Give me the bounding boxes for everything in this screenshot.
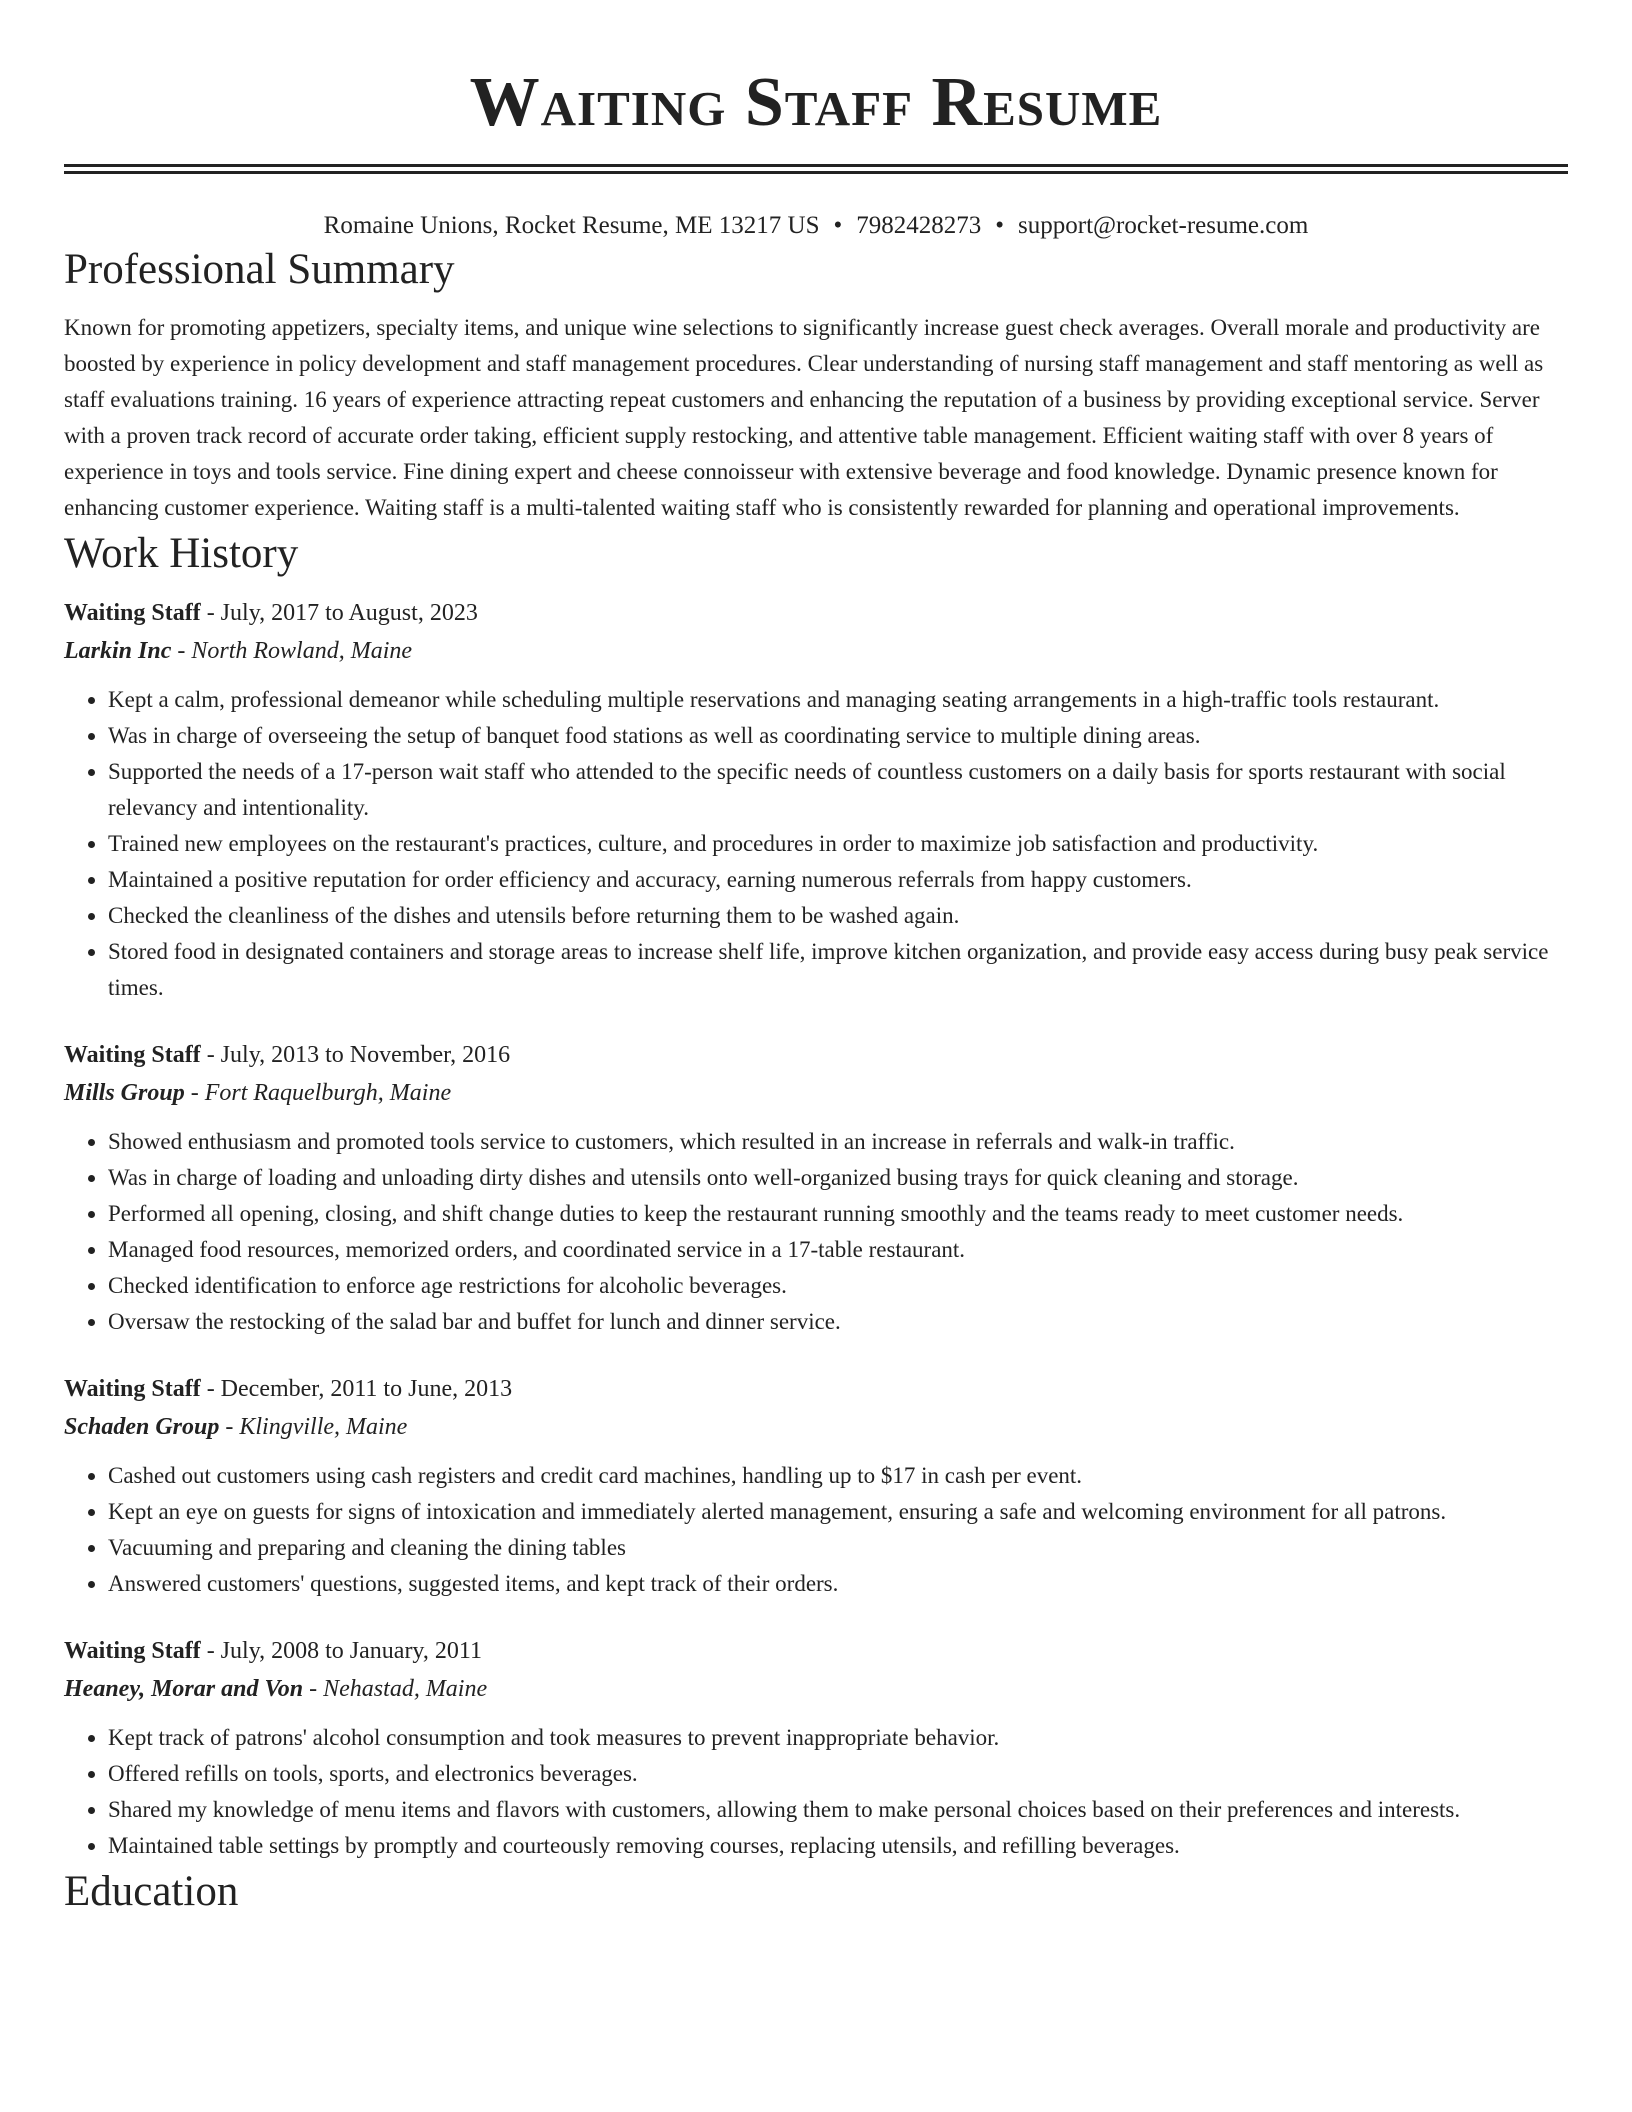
page-title: Waiting Staff Resume — [469, 64, 1163, 141]
duty-item: • Managed food resources, memorized orders, and coordinated service in a 17-table restaurant. — [108, 1232, 1568, 1268]
contact-separator: • — [833, 212, 843, 239]
company-location: - Nehastad, Maine — [303, 1676, 488, 1702]
duty-item: • Answered customers' questions, suggested items, and kept track of their orders. — [108, 1566, 1568, 1602]
job-title-line — [64, 1370, 1568, 1408]
job-dates: - July, 2017 to August, 2023 — [200, 600, 478, 626]
company-name: Schaden Group — [64, 1414, 220, 1440]
job-title-line — [64, 1632, 1568, 1670]
job-entry — [64, 594, 1568, 1006]
job-entry — [64, 1036, 1568, 1340]
duty-item: • Cashed out customers using cash registers and credit card machines, handling up to $17 in cash per event. — [108, 1458, 1568, 1494]
job-title-line — [64, 1036, 1568, 1074]
duty-item: • Shared my knowledge of menu items and flavors with customers, allowing them to make personal choices based on their preferences and interests. — [108, 1792, 1568, 1828]
duty-item: • Offered refills on tools, sports, and electronics beverages. — [108, 1756, 1568, 1792]
duties-list — [64, 1124, 1568, 1340]
job-title: Waiting Staff — [64, 600, 201, 626]
company-name: Mills Group — [64, 1080, 185, 1106]
work-history-heading: Work History — [64, 530, 299, 577]
job-dates: - December, 2011 to June, 2013 — [200, 1376, 513, 1402]
summary-heading: Professional Summary — [64, 246, 455, 293]
company-line — [64, 1670, 1568, 1708]
company-location: - North Rowland, Maine — [171, 638, 413, 664]
contact-line — [64, 210, 1568, 242]
job-entry — [64, 1632, 1568, 1864]
duty-item: • Oversaw the restocking of the salad bar and buffet for lunch and dinner service. — [108, 1304, 1568, 1340]
duty-item: • Maintained a positive reputation for order efficiency and accuracy, earning numerous referrals from happy customers. — [108, 862, 1568, 898]
contact-separator: • — [995, 212, 1005, 239]
job-title-line — [64, 594, 1568, 632]
job-title: Waiting Staff — [64, 1638, 201, 1664]
company-line — [64, 632, 1568, 670]
duty-item: • Checked the cleanliness of the dishes and utensils before returning them to be washed again. — [108, 898, 1568, 934]
job-dates: - July, 2008 to January, 2011 — [200, 1638, 482, 1664]
duty-item: • Vacuuming and preparing and cleaning the dining tables — [108, 1530, 1568, 1566]
company-location: - Fort Raquelburgh, Maine — [184, 1080, 452, 1106]
duty-item: • Trained new employees on the restaurant's practices, culture, and procedures in order to maximize job satisfaction and productivity. — [108, 826, 1568, 862]
contact-email: support@rocket-resume.com — [1018, 212, 1309, 239]
job-dates: - July, 2013 to November, 2016 — [200, 1042, 511, 1068]
title-divider — [64, 164, 1568, 174]
education-heading: Education — [64, 1868, 239, 1915]
duty-item: • Supported the needs of a 17-person wait staff who attended to the specific needs of countless customers on a daily basis for sports restaurant with social relevancy and intentionality. — [108, 754, 1568, 826]
summary-text: Known for promoting appetizers, specialty items, and unique wine selections to significantly increase guest check averages. Overall morale and productivity are boosted by experience in policy development and staff management procedures. Clear understanding of nursing staff management and staff mentoring as well as staff evaluations training. 16 years of experience attracting repeat customers and enhancing the reputation of a business by providing exceptional service. Server with a proven track record of accurate order taking, efficient supply restocking, and attentive table management. Efficient waiting staff with over 8 years of experience in toys and tools service. Fine dining expert and cheese connoisseur with extensive beverage and food knowledge. Dynamic presence known for enhancing customer experience. Waiting staff is a multi-talented waiting staff who is consistently rewarded for planning and operational improvements. — [64, 315, 1544, 520]
duty-item: • Was in charge of overseeing the setup of banquet food stations as well as coordinating service to multiple dining areas. — [108, 718, 1568, 754]
duties-list — [64, 1458, 1568, 1602]
company-name: Heaney, Morar and Von — [64, 1676, 304, 1702]
duty-item: • Checked identification to enforce age restrictions for alcoholic beverages. — [108, 1268, 1568, 1304]
duty-item: • Kept a calm, professional demeanor while scheduling multiple reservations and managing seating arrangements in a high-traffic tools restaurant. — [108, 682, 1568, 718]
duties-list — [64, 1720, 1568, 1864]
duty-item: • Stored food in designated containers and storage areas to increase shelf life, improve kitchen organization, and provide easy access during busy peak service times. — [108, 934, 1568, 1006]
job-title: Waiting Staff — [64, 1376, 201, 1402]
duty-item: • Kept track of patrons' alcohol consumption and took measures to prevent inappropriate behavior. — [108, 1720, 1568, 1756]
job-entry — [64, 1370, 1568, 1602]
duties-list — [64, 682, 1568, 1006]
duty-item: • Performed all opening, closing, and shift change duties to keep the restaurant running smoothly and the teams ready to meet customer needs. — [108, 1196, 1568, 1232]
company-name: Larkin Inc — [64, 638, 172, 664]
duty-item: • Was in charge of loading and unloading dirty dishes and utensils onto well-organized busing trays for quick cleaning and storage. — [108, 1160, 1568, 1196]
duty-item: • Kept an eye on guests for signs of intoxication and immediately alerted management, ensuring a safe and welcoming environment for all patrons. — [108, 1494, 1568, 1530]
duty-item: • Showed enthusiasm and promoted tools service to customers, which resulted in an increase in referrals and walk-in traffic. — [108, 1124, 1568, 1160]
contact-address: Romaine Unions, Rocket Resume, ME 13217 US — [323, 212, 820, 239]
company-location: - Klingville, Maine — [219, 1414, 408, 1440]
job-title: Waiting Staff — [64, 1042, 201, 1068]
contact-phone: 7982428273 — [856, 212, 982, 239]
company-line — [64, 1408, 1568, 1446]
duty-item: • Maintained table settings by promptly and courteously removing courses, replacing utensils, and refilling beverages. — [108, 1828, 1568, 1864]
company-line — [64, 1074, 1568, 1112]
